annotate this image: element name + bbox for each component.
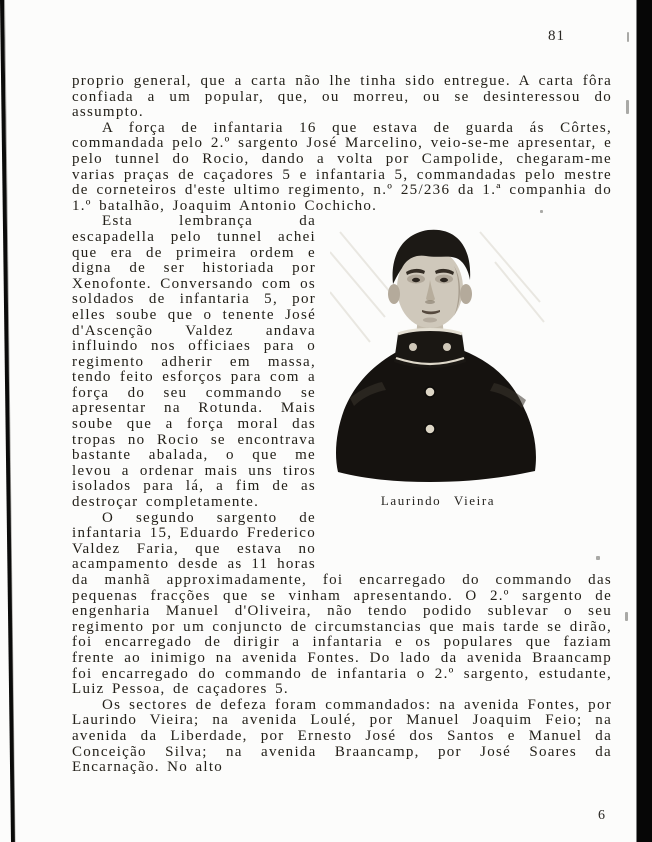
- page-number-bottom: 6: [598, 808, 605, 823]
- scan-edge-right-band: [636, 0, 652, 842]
- portrait-figure: [330, 216, 612, 509]
- paragraph-2: A força de infantaria 16 que estava de guarda ás Côrtes, commandada pelo 2.º sargento José Marcelino, veio-se-me apresentar, e pelo tunnel do Rocio, dando a volta por Campolide, chegaram-me varias praças de caçadores 5 e infantaria 5, commandadas pelo mestre de corneteiros d'este ultimo regimento, n.º 25/236 da 1.ª companhia do 1.º batalhão, Joaquim Antonio Cochicho.: [72, 119, 612, 214]
- paragraph-3: Esta lembrança da escapadella pelo tunnel achei que era de primeira ordem e digna de ser historiada por Xenofonte. Conversando com os soldados de infantaria 5, por elles soube que o tenente José d'Ascenção Valdez andava influindo nos officiaes para o regimento adherir em massa, tendo feito esforços para com a força do seu commando se apresentar na Rotunda. Mais soube que a força moral das tropas no Rocio se encontrava bastante abalada, o que me levou a ordenar mais uns tiros isolados para lá, a fim de as destroçar completamente.: [72, 213, 316, 511]
- paragraph-1: proprio general, que a carta não lhe tinha sido entregue. A carta fôra confiada a um popular, que, ou morreu, ou se desinteressou do assumpto.: [72, 73, 612, 121]
- page-number-top: 81: [548, 28, 565, 44]
- scan-speck: [627, 32, 629, 42]
- portrait-caption: Laurindo Vieira: [380, 493, 496, 509]
- scan-speck: [626, 100, 629, 114]
- paragraph-5: Os sectores de defeza foram commandados: na avenida Fontes, por Laurindo Vieira; na avenida Loulé, por Manuel Joaquim Feio; na avenida da Liberdade, por Ernesto José dos Santos e Manuel da Conceição Silva; na avenida Braancamp, por José Soares da Encarnação. No alto: [72, 696, 612, 776]
- portrait-photo: [330, 222, 546, 484]
- scan-speck: [625, 612, 628, 621]
- paragraph-4: O segundo sargento de infantaria 15, Eduardo Frederico Valdez Faria, que estava no acampamento desde as 11 horas da manhã approximadamente, foi encarregado do commando das pequenas fracções que se vinham apresentando. O 2.º sargento de engenharia Manuel d'Oliveira, não tendo podido sublevar o seu regimento por um conjuncto de circumstancias que mais tarde se dirão, foi encarregado de dirigir a infantaria e os populares que faziam frente ao inimigo na avenida Fontes. Do lado da avenida Braancamp foi encarregado do commando de infantaria o 2.º sargento, estudante, Luiz Pessoa, de caçadores 5.: [72, 509, 612, 698]
- body-text: [72, 74, 612, 776]
